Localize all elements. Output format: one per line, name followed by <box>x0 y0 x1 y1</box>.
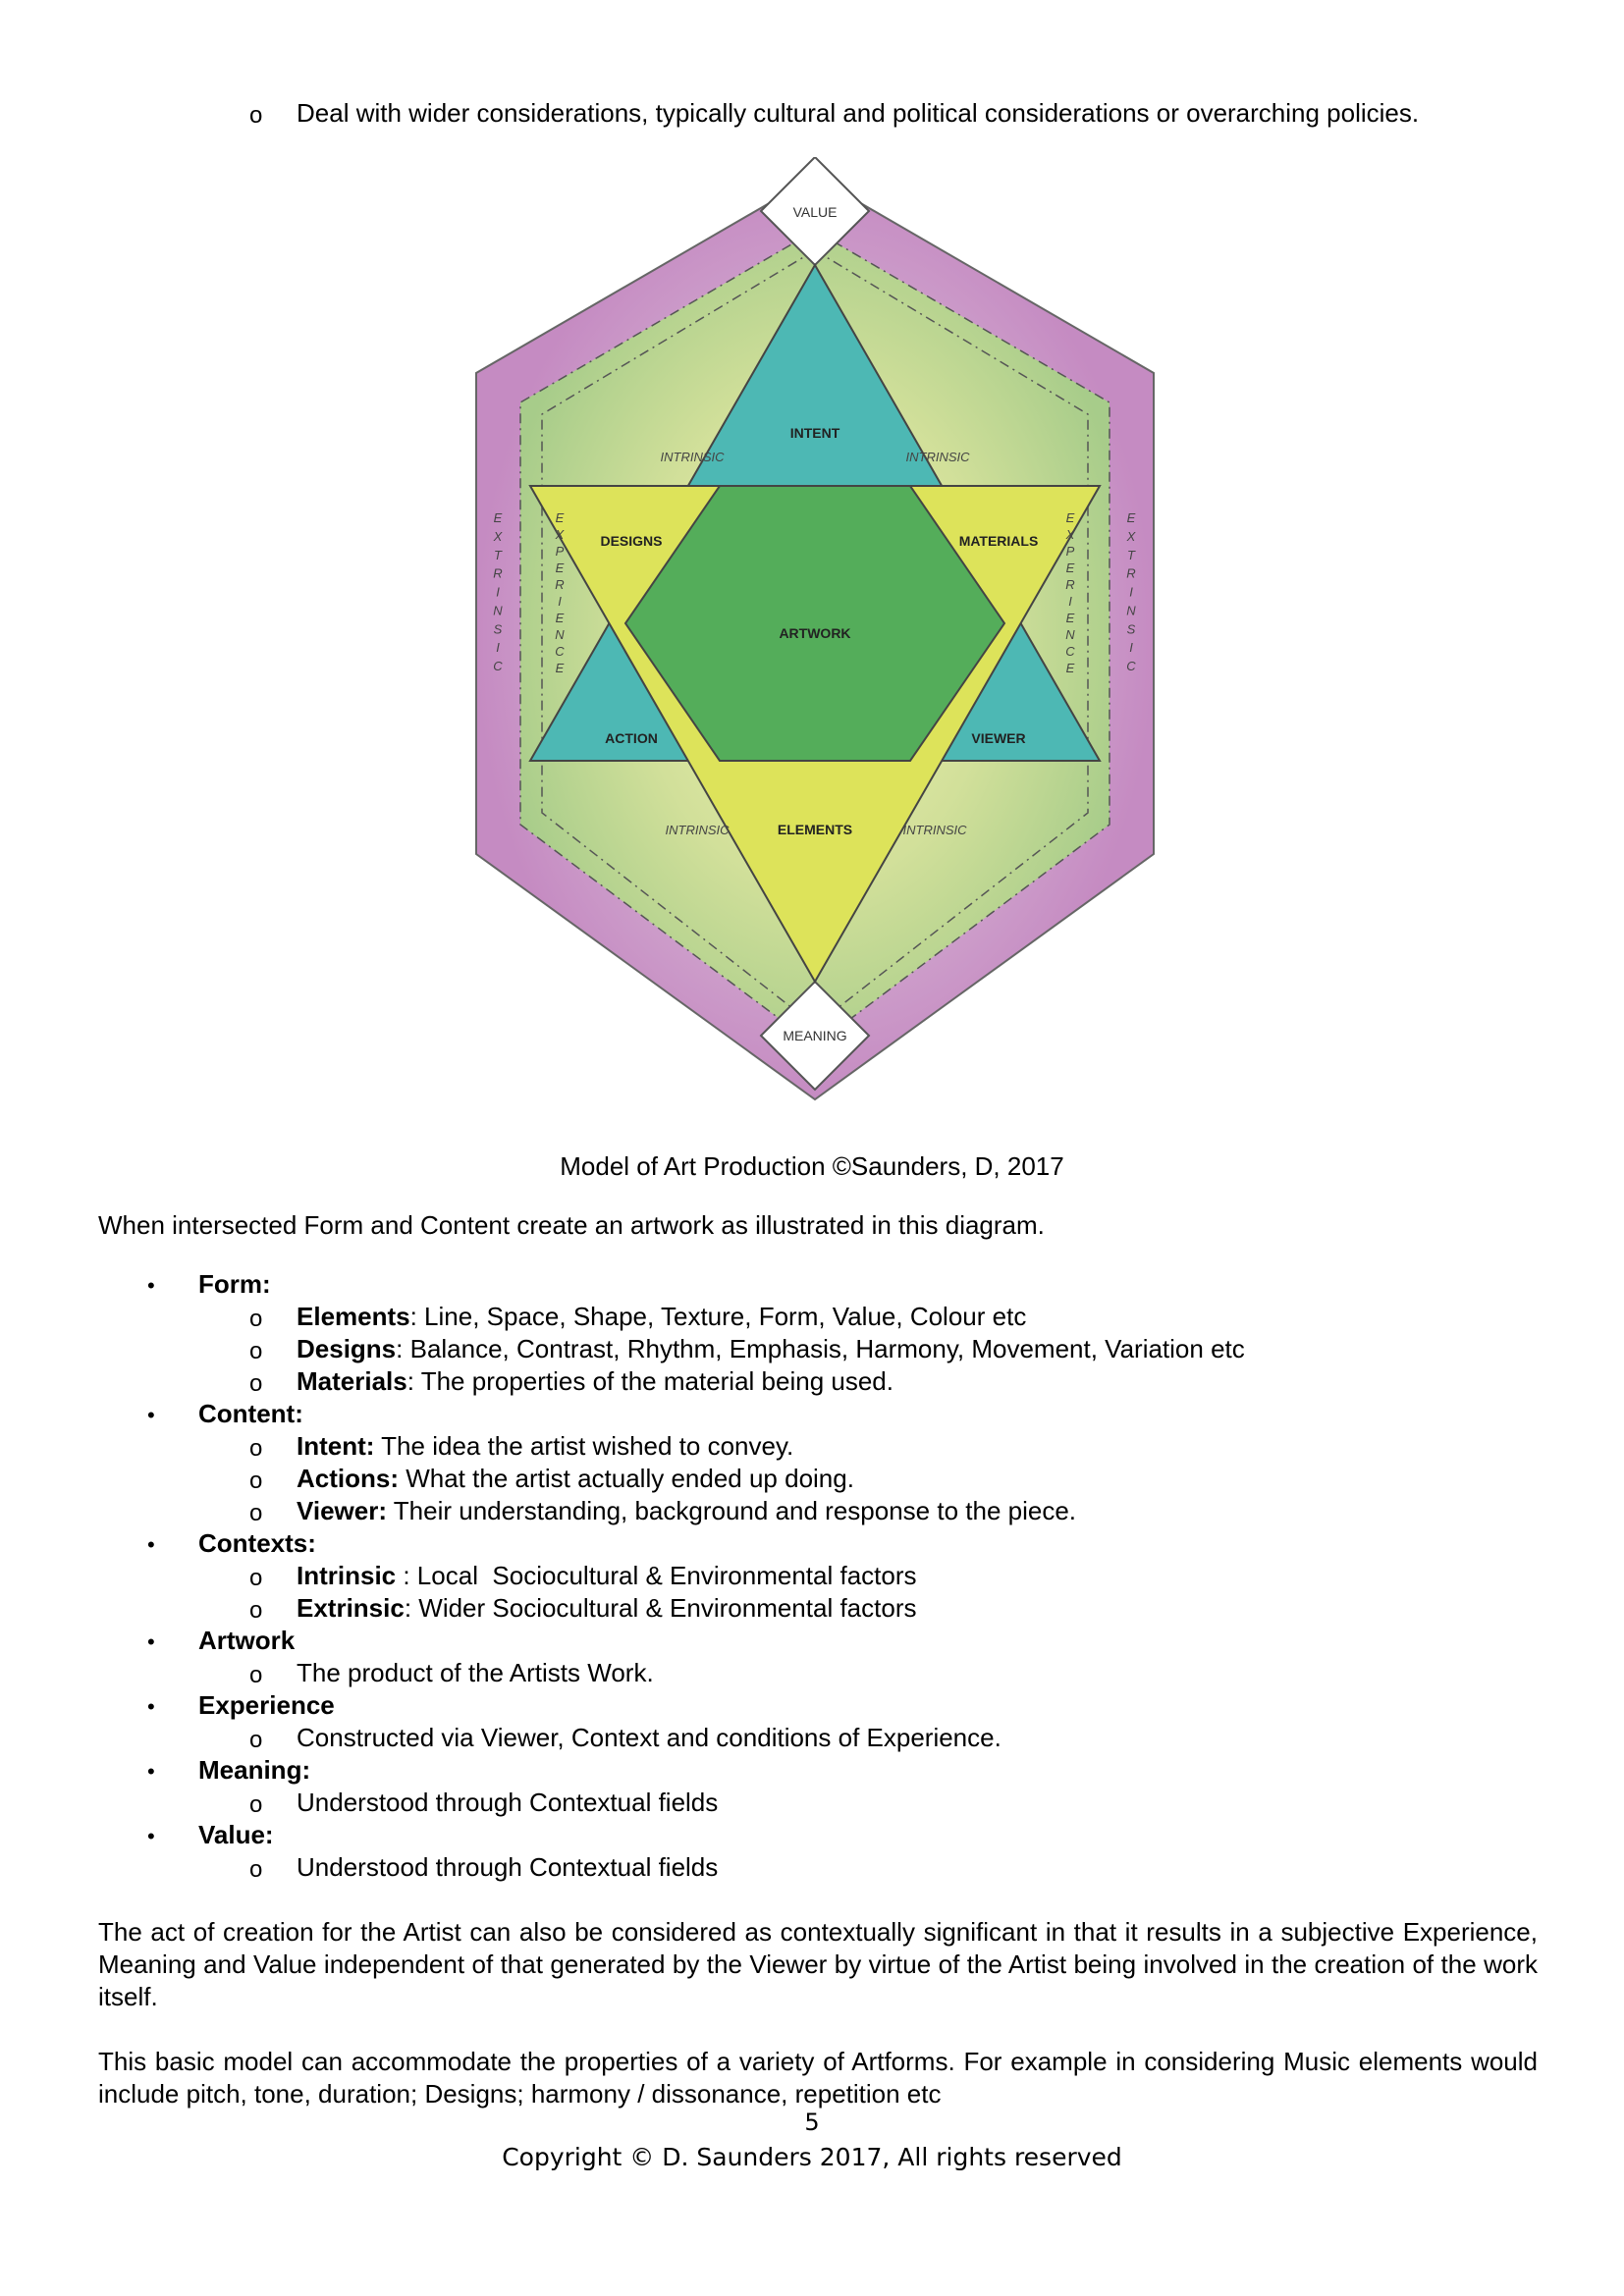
sub-bullet-marker: o <box>249 1662 263 1688</box>
list-item: Understood through Contextual fields <box>297 1852 719 1882</box>
vertical-label-letter: I <box>1129 584 1133 600</box>
sub-bullet-marker: o <box>249 1306 263 1332</box>
materials-label: MATERIALS <box>958 533 1039 549</box>
vertical-label-letter: E <box>555 661 565 675</box>
designs-label: DESIGNS <box>600 533 663 549</box>
vertical-label-letter: C <box>555 644 565 659</box>
vertical-label-letter: R <box>1126 565 1136 581</box>
list-item: Intent: The idea the artist wished to convey. <box>297 1431 794 1461</box>
list-item: Constructed via Viewer, Context and conditions of Experience. <box>297 1723 1001 1752</box>
vertical-label-letter: E <box>1065 611 1075 625</box>
vertical-label-letter: C <box>1065 644 1075 659</box>
list-heading-experience: Experience <box>198 1690 335 1720</box>
meaning-label: MEANING <box>783 1028 847 1043</box>
vertical-label-letter: S <box>1126 621 1136 637</box>
vertical-label-letter: I <box>1068 594 1072 609</box>
list-item: Materials: The properties of the material being used. <box>297 1366 893 1396</box>
vertical-label-letter: E <box>555 510 565 525</box>
vertical-label-letter: N <box>493 603 503 618</box>
figure-caption: Model of Art Production ©Saunders, D, 2017 <box>560 1151 1064 1181</box>
bullet-marker: • <box>147 1759 155 1784</box>
intent-label: INTENT <box>789 425 840 441</box>
vertical-label-letter: X <box>493 528 503 544</box>
list-heading-meaning: Meaning: <box>198 1755 311 1785</box>
list-item: The product of the Artists Work. <box>297 1658 654 1687</box>
elements-label: ELEMENTS <box>777 822 853 837</box>
copyright-footer: Copyright © D. Saunders 2017, All rights reserved <box>502 2143 1122 2171</box>
vertical-label-letter: C <box>493 659 503 674</box>
vertical-label-letter: E <box>555 561 565 575</box>
sub-bullet-marker: o <box>249 102 263 129</box>
list-heading-contexts: Contexts: <box>198 1528 316 1558</box>
list-item: Intrinsic : Local Sociocultural & Environmental factors <box>297 1561 917 1590</box>
intrinsic-label-bottom-right: INTRINSIC <box>902 823 967 837</box>
vertical-label-letter: X <box>1126 528 1136 544</box>
value-label: VALUE <box>792 204 838 220</box>
vertical-label-letter: X <box>555 527 565 542</box>
vertical-label-letter: S <box>493 621 503 637</box>
sub-bullet-marker: o <box>249 1468 263 1494</box>
list-item: Elements: Line, Space, Shape, Texture, Form, Value, Colour etc <box>297 1302 1027 1331</box>
vertical-label-letter: E <box>1065 510 1075 525</box>
vertical-label-letter: I <box>558 594 562 609</box>
intrinsic-label-top-left: INTRINSIC <box>660 450 725 464</box>
intro-text: When intersected Form and Content create an artwork as illustrated in this diagram. <box>98 1210 1045 1240</box>
vertical-label-letter: N <box>1126 603 1136 618</box>
vertical-label-letter: N <box>1065 627 1075 642</box>
vertical-label-letter: I <box>1129 640 1133 656</box>
bullet-marker: • <box>147 1824 155 1848</box>
vertical-label-letter: P <box>555 544 565 559</box>
sub-bullet-marker: o <box>249 1565 263 1591</box>
top-list-item: Deal with wider considerations, typically cultural and political considerations or overarching policies. <box>297 98 1420 128</box>
vertical-label-letter: E <box>1065 661 1075 675</box>
list-item: Actions: What the artist actually ended up doing. <box>297 1464 854 1493</box>
list-item: Designs: Balance, Contrast, Rhythm, Emphasis, Harmony, Movement, Variation etc <box>297 1334 1245 1363</box>
page-number: 5 <box>804 2109 820 2136</box>
vertical-label-letter: N <box>555 627 565 642</box>
paragraph-artist-creation: The act of creation for the Artist can also be considered as contextually significant in that it results in a subjective Experience, Meaning and Value independent of that generated by the Viewer by virtue of the Artist being involved in the creation of the work itself. <box>98 1917 1538 2011</box>
list-heading-artwork: Artwork <box>198 1626 296 1655</box>
sub-bullet-marker: o <box>249 1597 263 1624</box>
vertical-label-letter: C <box>1126 659 1136 674</box>
art-production-diagram <box>334 157 1296 1119</box>
sub-bullet-marker: o <box>249 1791 263 1818</box>
vertical-label-letter: P <box>1065 544 1075 559</box>
list-item: Extrinsic: Wider Sociocultural & Environmental factors <box>297 1593 917 1623</box>
bullet-marker: • <box>147 1629 155 1654</box>
sub-bullet-marker: o <box>249 1338 263 1364</box>
bullet-marker: • <box>147 1532 155 1557</box>
list-heading-form: Form: <box>198 1269 271 1299</box>
bullet-marker: • <box>147 1403 155 1427</box>
vertical-label-letter: T <box>1127 547 1135 562</box>
list-heading-content: Content: <box>198 1399 303 1428</box>
vertical-label-letter: R <box>555 577 565 592</box>
sub-bullet-marker: o <box>249 1727 263 1753</box>
viewer-label: VIEWER <box>971 730 1026 746</box>
vertical-label-letter: T <box>494 547 502 562</box>
intrinsic-label-bottom-left: INTRINSIC <box>665 823 730 837</box>
vertical-label-letter: I <box>496 640 500 656</box>
bullet-marker: • <box>147 1273 155 1298</box>
vertical-label-letter: R <box>1065 577 1075 592</box>
vertical-label-letter: E <box>1065 561 1075 575</box>
vertical-label-letter: E <box>493 510 503 525</box>
sub-bullet-marker: o <box>249 1856 263 1883</box>
bullet-marker: • <box>147 1694 155 1719</box>
intrinsic-label-top-right: INTRINSIC <box>905 450 970 464</box>
list-item: Viewer: Their understanding, background and response to the piece. <box>297 1496 1077 1525</box>
list-item: Understood through Contextual fields <box>297 1788 719 1817</box>
sub-bullet-marker: o <box>249 1370 263 1397</box>
vertical-label-letter: E <box>1126 510 1136 525</box>
list-heading-value: Value: <box>198 1820 274 1849</box>
artwork-label: ARTWORK <box>779 625 851 641</box>
vertical-label-letter: X <box>1065 527 1075 542</box>
action-label: ACTION <box>605 730 658 746</box>
vertical-label-letter: E <box>555 611 565 625</box>
sub-bullet-marker: o <box>249 1500 263 1526</box>
paragraph-artforms: This basic model can accommodate the properties of a variety of Artforms. For example in considering Music elements would include pitch, tone, duration; Designs; harmony / dissonance, repetition etc <box>98 2047 1538 2109</box>
sub-bullet-marker: o <box>249 1435 263 1462</box>
vertical-label-letter: I <box>496 584 500 600</box>
vertical-label-letter: R <box>493 565 503 581</box>
